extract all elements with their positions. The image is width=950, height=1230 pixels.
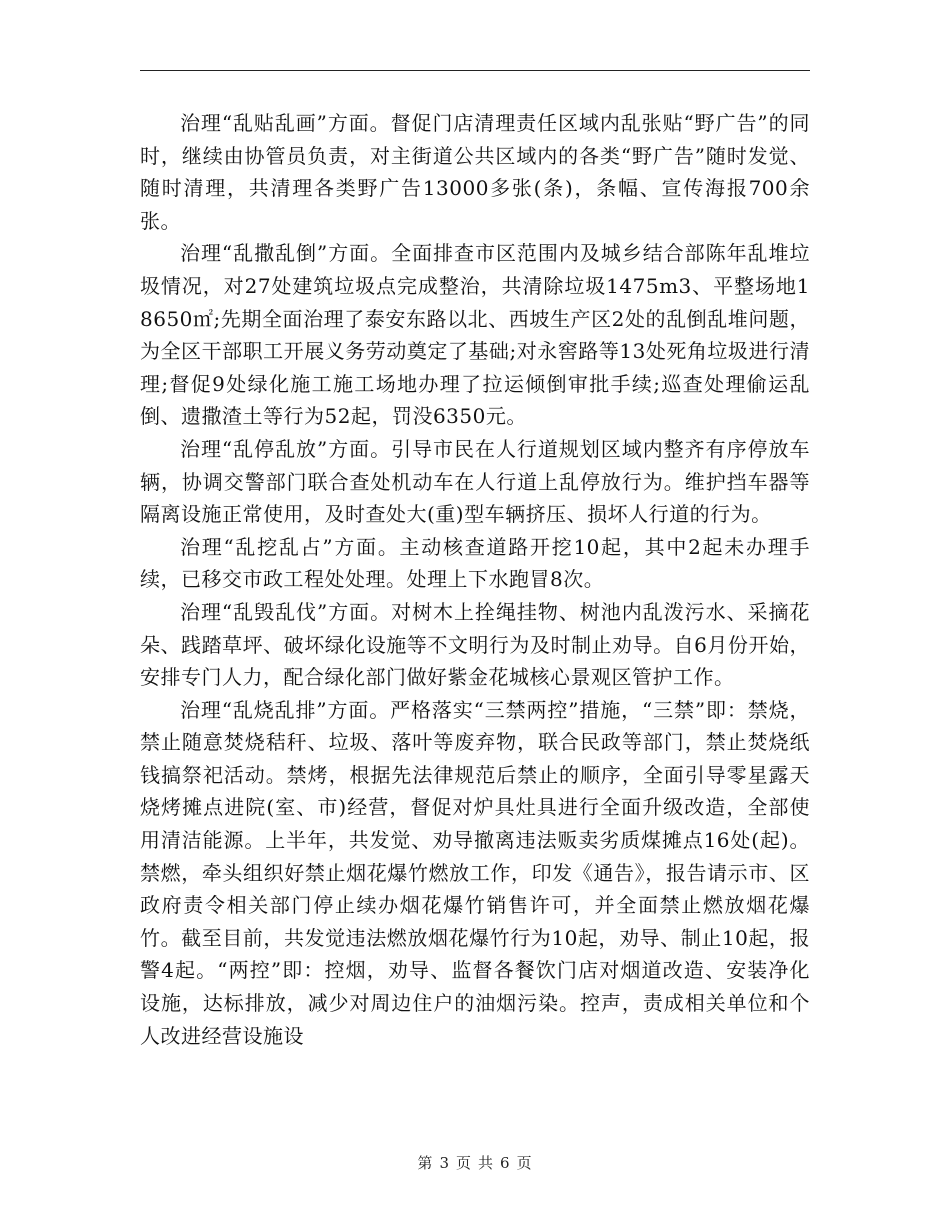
paragraph-parking: 治理“乱停乱放”方面。引导市民在人行道规划区域内整齐有序停放车辆，协调交警部门联合查处机动车在人行道上乱停放行为。维护挡车器等隔离设施正常使用，及时查处大(重)型车辆挤压、损坏人行道的行为。 — [140, 436, 810, 527]
total-pages: 6 — [500, 1154, 511, 1172]
footer-di: 第 — [417, 1154, 434, 1172]
header-rule — [140, 70, 810, 71]
paragraph-posting: 治理“乱贴乱画”方面。督促门店清理责任区域内乱张贴“野广告”的同时，继续由协管员负责，对主街道公共区域内的各类“野广告”随时发觉、随时清理，共清理各类野广告13000多张(条)，条幅、宣传海报700余张。 — [140, 111, 810, 233]
footer-gong: 共 — [478, 1154, 495, 1172]
paragraph-digging: 治理“乱挖乱占”方面。主动核查道路开挖10起，其中2起未办理手续，已移交市政工程处处理。处理上下水跑冒8次。 — [140, 534, 810, 592]
footer-ye2: 页 — [516, 1154, 533, 1172]
document-body — [140, 107, 810, 1052]
paragraph-dumping: 治理“乱撒乱倒”方面。全面排查市区范围内及城乡结合部陈年乱堆垃圾情况，对27处建筑垃圾点完成整治，共清除垃圾1475m3、平整场地18650㎡;先期全面治理了泰安东路以北、西坡生产区2处的乱倒乱堆问题，为全区干部职工开展义务劳动奠定了基础;对永窖路等13处死角垃圾进行清理;督促9处绿化施工施工场地办理了拉运倾倒审批手续;巡查处理偷运乱倒、遗撒渣土等行为52起，罚没6350元。 — [140, 241, 810, 429]
paragraph-burning: 治理“乱烧乱排”方面。严格落实“三禁两控”措施，“三禁”即：禁烧，禁止随意焚烧秸秆、垃圾、落叶等废弃物，联合民政等部门，禁止焚烧纸钱搞祭祀活动。禁烤，根据先法律规范后禁止的顺序，全面引导零星露天烧烤摊点进院(室、市)经营，督促对炉具灶具进行全面升级改造，全部使用清洁能源。上半年，共发觉、劝导撤离违法贩卖劣质煤摊点16处(起)。禁燃，牵头组织好禁止烟花爆竹燃放工作，印发《通告》，报告请示市、区政府责令相关部门停止续办烟花爆竹销售许可，并全面禁止燃放烟花爆竹。截至目前，共发觉违法燃放烟花爆竹行为10起，劝导、制止10起，报警4起。“两控”即：控烟，劝导、监督各餐饮门店对烟道改造、安装净化设施，达标排放，减少对周边住户的油烟污染。控声，责成相关单位和个人改进经营设施设 — [140, 697, 810, 1048]
page-number: 3 — [439, 1154, 450, 1172]
paragraph-greenery: 治理“乱毁乱伐”方面。对树木上拴绳挂物、树池内乱泼污水、采摘花朵、践踏草坪、破坏绿化设施等不文明行为及时制止劝导。自6月份开始，安排专门人力，配合绿化部门做好紫金花城核心景观区管护工作。 — [140, 599, 810, 690]
page-footer — [0, 1152, 950, 1173]
footer-ye: 页 — [455, 1154, 472, 1172]
